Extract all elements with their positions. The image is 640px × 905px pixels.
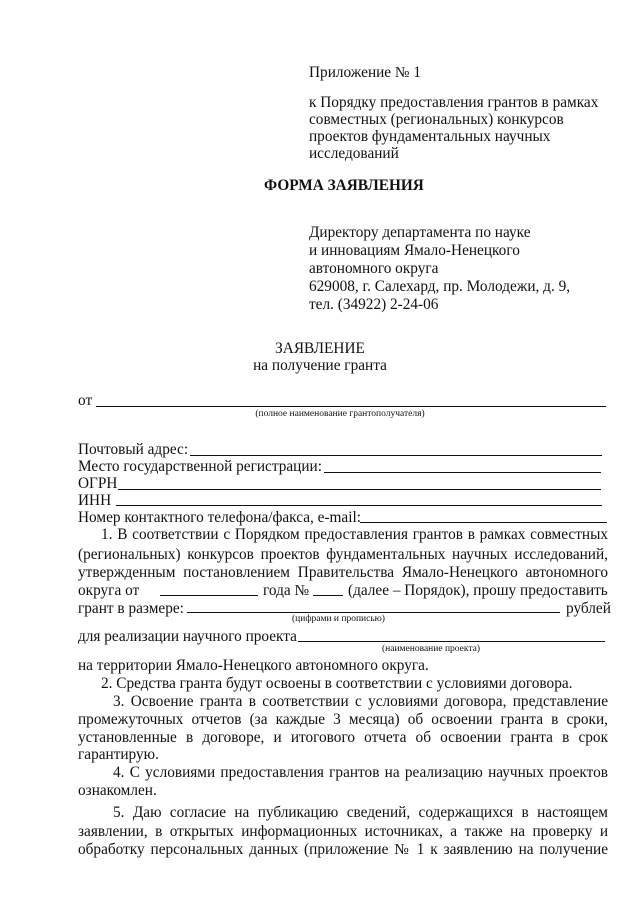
number-fill-line[interactable] bbox=[313, 595, 343, 596]
registration-fill-line[interactable] bbox=[324, 472, 601, 473]
p3-line-3: установленные в договоре, и итогового отчета об освоении гранта в срок bbox=[78, 729, 608, 746]
appendix-number: Приложение № 1 bbox=[309, 64, 421, 81]
p4-line-2: ознакомлен. bbox=[78, 782, 157, 799]
appendix-line-3: проектов фундаментальных научных bbox=[309, 128, 551, 145]
p1-line-1: 1. В соответствии с Порядком предоставления грантов в рамках совместных bbox=[101, 526, 608, 543]
p1-line-4b: года № bbox=[263, 582, 310, 599]
p1-line-7: на территории Ямало-Ненецкого автономного округа. bbox=[78, 657, 429, 674]
p1-line-5b: рублей bbox=[566, 600, 611, 617]
p1-line-2: (региональных) конкурсов проектов фундаментальных научных исследований, bbox=[78, 546, 608, 563]
p1-line-3: утвержденным постановлением Правительства Ямало-Ненецкого автономного bbox=[78, 564, 608, 581]
p3-line-2: промежуточных отчетов (за каждые 3 месяца) об освоении гранта в сроки, bbox=[78, 711, 608, 728]
p5-line-1: 5. Даю согласие на публикацию сведений, содержащихся в настоящем bbox=[113, 804, 608, 821]
p1-line-5a: грант в размере: bbox=[78, 600, 184, 617]
p3-line-1: 3. Освоение гранта в соответствии с условиями договора, представление bbox=[113, 693, 608, 710]
ogrn-label: ОГРН bbox=[78, 475, 118, 492]
addressee-line-3: автономного округа bbox=[309, 260, 439, 277]
postal-label: Почтовый адрес: bbox=[78, 441, 189, 458]
addressee-line-2: и инновациям Ямало-Ненецкого bbox=[309, 242, 520, 259]
postal-fill-line[interactable] bbox=[190, 455, 602, 456]
addressee-line-5: тел. (34922) 2-24-06 bbox=[309, 296, 439, 313]
statement-heading: ЗАЯВЛЕНИЕ bbox=[275, 340, 365, 357]
p5-line-2: заявлении, в открытых информационных источниках, а также на проверку и bbox=[78, 823, 608, 840]
date-fill-line[interactable] bbox=[160, 595, 258, 596]
inn-label: ИНН bbox=[78, 492, 112, 509]
appendix-line-4: исследований bbox=[309, 145, 399, 162]
registration-label: Место государственной регистрации: bbox=[78, 458, 322, 475]
project-hint: (наименование проекта) bbox=[382, 644, 481, 654]
appendix-line-2: совместных (региональных) конкурсов bbox=[309, 111, 564, 128]
p2-line: 2. Средства гранта будут освоены в соответствии с условиями договора. bbox=[101, 675, 573, 692]
p1-line-6a: для реализации научного проекта bbox=[78, 628, 297, 645]
project-fill-line[interactable] bbox=[298, 641, 605, 642]
p5-line-3: обработку персональных данных (приложение № 1 к заявлению на получение bbox=[78, 841, 608, 858]
amount-hint: (цифрами и прописью) bbox=[292, 614, 385, 624]
addressee-line-4: 629008, г. Салехард, пр. Молодежи, д. 9, bbox=[309, 278, 571, 295]
phone-fill-line[interactable] bbox=[360, 522, 607, 523]
from-hint: (полное наименование грантополучателя) bbox=[255, 409, 425, 419]
p3-line-4: гарантирую. bbox=[78, 746, 159, 763]
form-title: ФОРМА ЗАЯВЛЕНИЯ bbox=[264, 177, 424, 194]
appendix-line-1: к Порядку предоставления грантов в рамках bbox=[309, 94, 599, 111]
from-label: от bbox=[78, 392, 93, 409]
addressee-line-1: Директору департамента по науке bbox=[309, 224, 531, 241]
ogrn-fill-line[interactable] bbox=[118, 489, 601, 490]
amount-fill-line[interactable] bbox=[187, 612, 560, 613]
p1-line-4a: округа от bbox=[78, 582, 140, 599]
from-fill-line[interactable] bbox=[96, 406, 606, 407]
statement-subheading: на получение гранта bbox=[253, 357, 387, 374]
phone-label: Номер контактного телефона/факса, e-mail: bbox=[78, 509, 361, 526]
p4-line-1: 4. С условиями предоставления грантов на реализацию научных проектов bbox=[113, 764, 608, 781]
p1-line-4c: (далее – Порядок), прошу предоставить bbox=[348, 582, 608, 599]
inn-fill-line[interactable] bbox=[116, 505, 602, 506]
